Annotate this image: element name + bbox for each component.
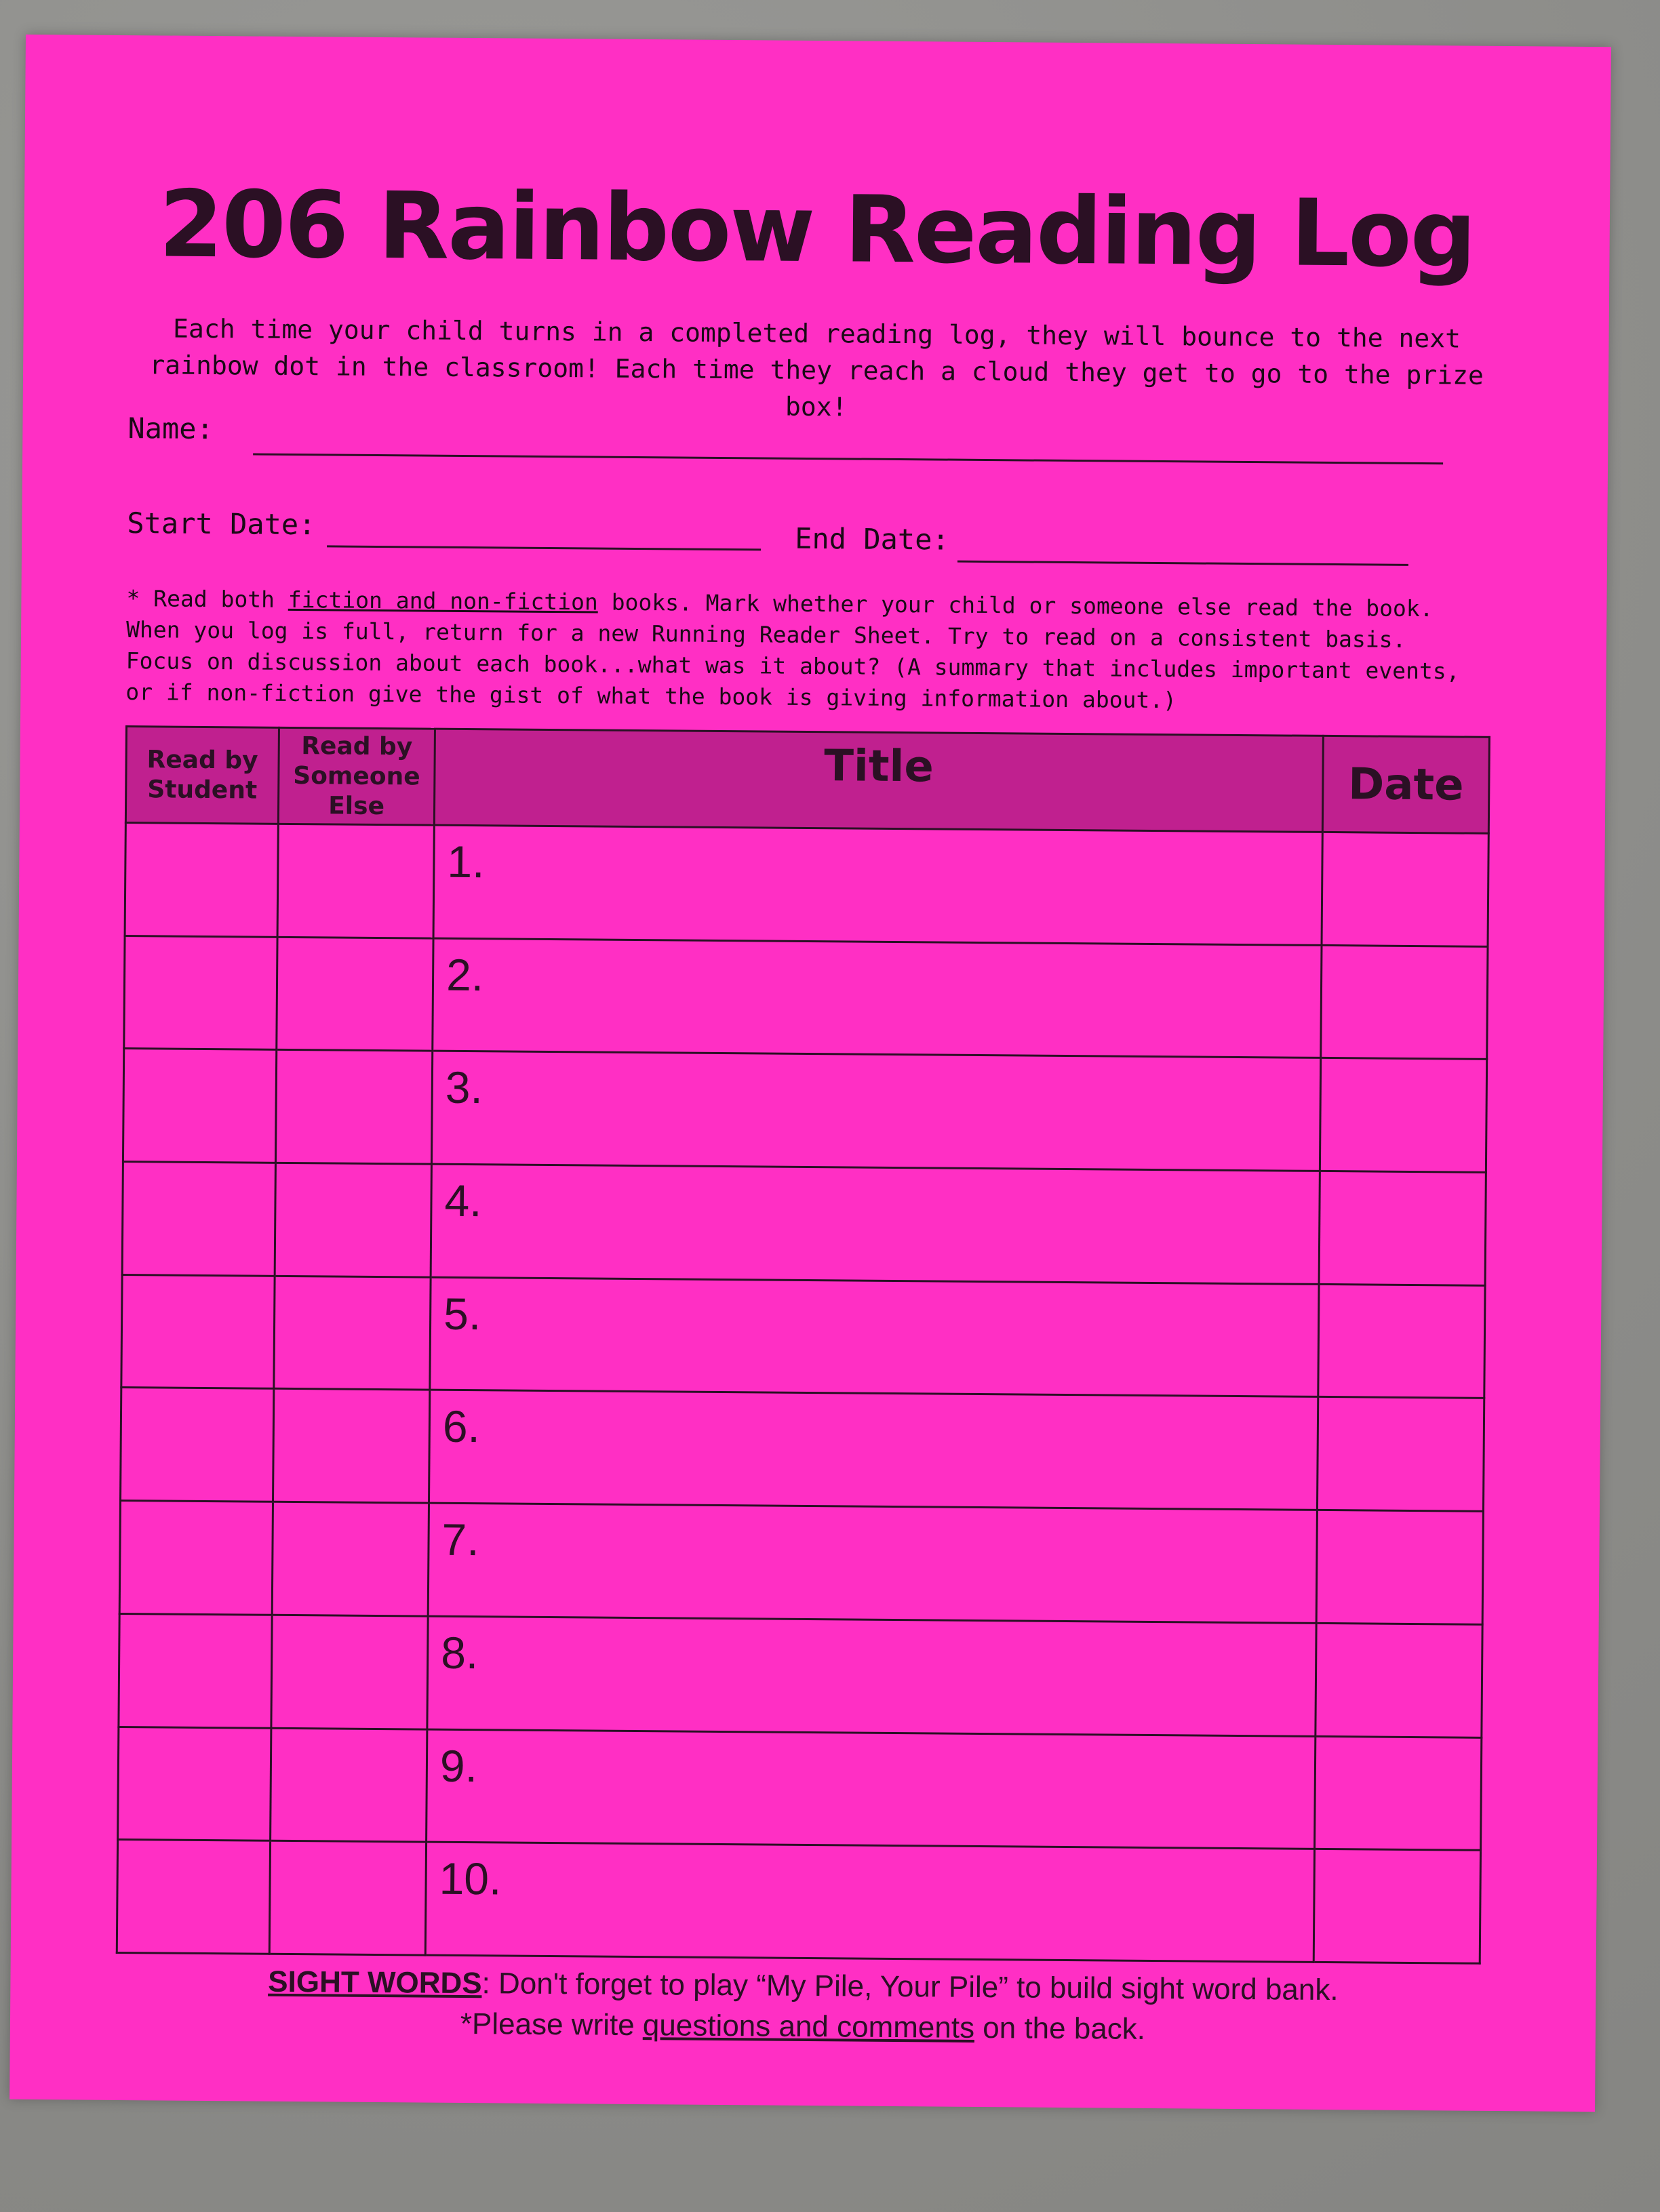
note-fiction-underlined: fiction and non-fiction — [288, 586, 598, 616]
date-cell[interactable] — [1320, 1058, 1486, 1173]
footer-line2-prefix: *Please write — [460, 2007, 644, 2043]
someone-else-checkbox-cell[interactable] — [271, 1728, 427, 1842]
table-row — [122, 1162, 1486, 1285]
someone-else-checkbox-cell[interactable] — [273, 1389, 430, 1503]
table-row — [121, 1274, 1485, 1398]
date-cell[interactable] — [1322, 832, 1488, 946]
date-cell[interactable] — [1321, 945, 1488, 1060]
date-cell[interactable] — [1318, 1284, 1485, 1399]
header-read-by-student: Read by Student — [125, 727, 279, 824]
table-row — [123, 1049, 1486, 1172]
date-cell[interactable] — [1313, 1849, 1480, 1964]
footer-note — [10, 1960, 1596, 2053]
title-cell[interactable]: 10. — [425, 1842, 1314, 1962]
table-row — [119, 1613, 1482, 1737]
someone-else-checkbox-cell[interactable] — [275, 1163, 431, 1276]
end-date-label: End Date: — [795, 521, 949, 557]
name-field[interactable] — [253, 454, 1443, 465]
someone-else-checkbox-cell[interactable] — [277, 937, 433, 1051]
someone-else-checkbox-cell[interactable] — [275, 1050, 432, 1164]
table-header-row — [125, 727, 1489, 834]
someone-else-checkbox-cell[interactable] — [269, 1841, 426, 1955]
table-row — [125, 823, 1488, 946]
table-row — [119, 1501, 1483, 1624]
sight-words-text: : Don't forget to play “My Pile, Your Pile” to build sight word bank. — [481, 1967, 1339, 2007]
start-date-field[interactable] — [327, 545, 761, 550]
table-row — [117, 1840, 1480, 1964]
table-row — [118, 1727, 1482, 1850]
title-cell[interactable]: 3. — [431, 1051, 1320, 1171]
date-cell[interactable] — [1316, 1510, 1483, 1625]
title-cell[interactable]: 9. — [427, 1729, 1316, 1849]
reading-log-table — [116, 725, 1490, 1965]
someone-else-checkbox-cell[interactable] — [277, 824, 434, 938]
sight-words-label: SIGHT WORDS — [268, 1965, 482, 2000]
header-read-by-someone-else: Read by Someone Else — [278, 727, 435, 825]
student-checkbox-cell[interactable] — [121, 1274, 275, 1388]
title-cell[interactable]: 4. — [431, 1164, 1320, 1284]
student-checkbox-cell[interactable] — [118, 1727, 271, 1841]
date-cell[interactable] — [1317, 1397, 1484, 1512]
footer-line2-suffix: on the back. — [974, 2011, 1146, 2046]
end-date-field[interactable] — [957, 561, 1408, 566]
student-checkbox-cell[interactable] — [123, 1049, 276, 1163]
note-rest: books. Mark whether your child or someone else read the book. When you log is full, return for a new Running Reader Sheet. Try to read on a consistent basis. Focus on discussion about each book...what was it about? (A summary that includes important events, or if non-fiction give the gist of what the book is giving information about.) — [125, 588, 1460, 714]
student-checkbox-cell[interactable] — [117, 1840, 270, 1954]
title-cell[interactable]: 6. — [429, 1390, 1318, 1510]
intro-text: Each time your child turns in a completed reading log, they will bounce to the next rainbow dot in the classroom! Each time they reach a cloud they get to go to the prize box! — [149, 313, 1484, 422]
title-cell[interactable]: 7. — [428, 1503, 1317, 1623]
name-label: Name: — [127, 411, 214, 446]
table-row — [121, 1388, 1484, 1511]
instructions-note — [125, 583, 1482, 719]
table-row — [124, 936, 1488, 1059]
questions-comments-underlined: questions and comments — [642, 2009, 975, 2045]
someone-else-checkbox-cell[interactable] — [274, 1276, 431, 1390]
header-title: Title — [434, 729, 1323, 832]
title-cell[interactable]: 8. — [427, 1616, 1316, 1736]
student-checkbox-cell[interactable] — [122, 1162, 275, 1276]
date-cell[interactable] — [1319, 1171, 1486, 1285]
student-checkbox-cell[interactable] — [124, 936, 277, 1049]
student-checkbox-cell[interactable] — [125, 823, 278, 937]
someone-else-checkbox-cell[interactable] — [271, 1615, 428, 1729]
title-cell[interactable]: 1. — [433, 825, 1322, 945]
reading-log-sheet — [9, 35, 1611, 2112]
student-checkbox-cell[interactable] — [121, 1388, 274, 1502]
title-cell[interactable]: 5. — [430, 1277, 1319, 1397]
header-date: Date — [1322, 736, 1489, 833]
student-checkbox-cell[interactable] — [119, 1501, 273, 1615]
date-cell[interactable] — [1315, 1736, 1482, 1851]
note-prefix: * Read both — [126, 585, 289, 613]
date-cell[interactable] — [1316, 1623, 1482, 1737]
someone-else-checkbox-cell[interactable] — [272, 1502, 429, 1615]
page-title: 206 Rainbow Reading Log — [158, 171, 1476, 289]
title-cell[interactable]: 2. — [433, 938, 1322, 1058]
student-checkbox-cell[interactable] — [119, 1613, 272, 1727]
start-date-label: Start Date: — [127, 506, 316, 542]
